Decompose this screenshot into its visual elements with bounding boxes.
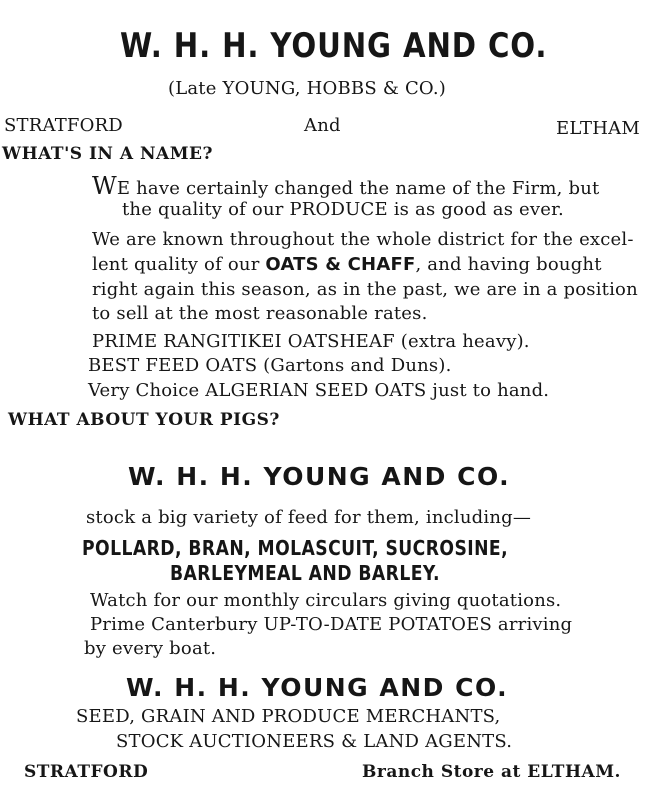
trade-line: STOCK AUCTIONEERS & LAND AGENTS. [116,731,513,752]
paragraph-line: right again this season, as in the past, we are in a position [92,279,638,300]
oats-chaff-emphasis: OATS & CHAFF [265,254,416,275]
section-heading-name: WHAT'S IN A NAME? [2,144,213,164]
feed-list-line: POLLARD, BRAN, MOLASCUIT, SUCROSINE, [82,536,509,560]
paragraph-line: Watch for our monthly circulars giving quotations. [90,590,562,611]
footer-stratford: STRATFORD [24,762,149,782]
product-item: BEST FEED OATS (Gartons and Duns). [88,355,452,376]
footer-branch-eltham: Branch Store at ELTHAM. [362,762,621,782]
paragraph-line: Prime Canterbury UP-TO-DATE POTATOES arriving [90,614,573,635]
feed-list-line: BARLEYMEAL AND BARLEY. [170,561,440,585]
paragraph-line: WE have certainly changed the name of the Firm, but [92,172,600,200]
location-eltham: ELTHAM [556,118,640,139]
product-item: PRIME RANGITIKEI OATSHEAF (extra heavy). [92,331,530,352]
paragraph-line: stock a big variety of feed for them, including— [86,507,532,528]
paragraph-line: the quality of our PRODUCE is as good as ever. [122,199,564,220]
firm-name-footer: W. H. H. YOUNG AND CO. [126,673,509,702]
location-stratford: STRATFORD [4,115,123,136]
paragraph-line: to sell at the most reasonable rates. [92,303,428,324]
product-item: Very Choice ALGERIAN SEED OATS just to hand. [88,380,550,401]
firm-title: W. H. H. YOUNG AND CO. [120,26,548,66]
paragraph-line: by every boat. [84,638,217,659]
trade-line: SEED, GRAIN AND PRODUCE MERCHANTS, [76,706,501,727]
paragraph-line: We are known throughout the whole district for the excel- [92,229,634,250]
location-and: And [304,115,341,136]
drop-cap: W [92,172,117,200]
late-name-line: (Late YOUNG, HOBBS & CO.) [168,78,446,99]
section-heading-pigs: WHAT ABOUT YOUR PIGS? [8,410,280,430]
firm-name-repeat: W. H. H. YOUNG AND CO. [128,462,511,491]
paragraph-line: lent quality of our OATS & CHAFF, and having bought [92,254,602,275]
